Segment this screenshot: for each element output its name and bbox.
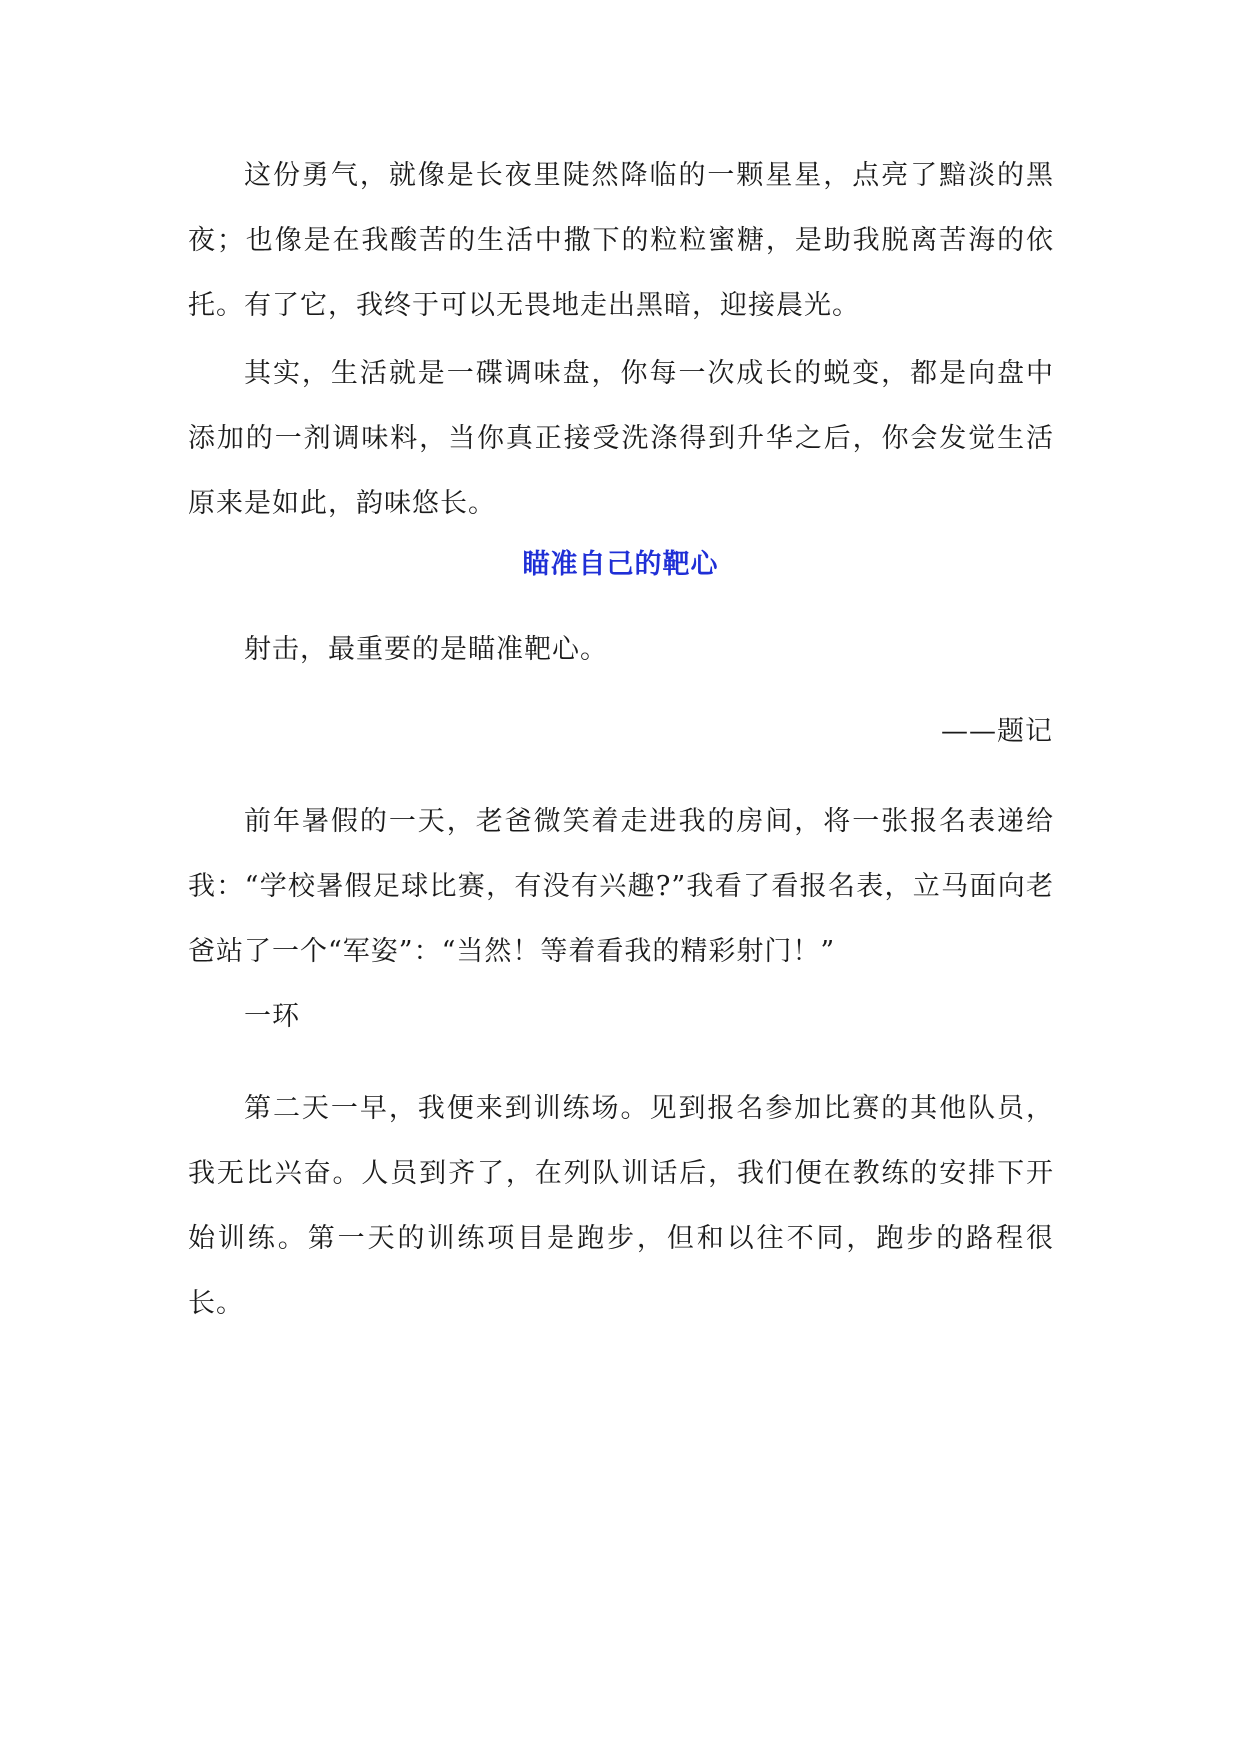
paragraph-intro: 前年暑假的一天，老爸微笑着走进我的房间，将一张报名表递给我：“学校暑假足球比赛，有没有兴趣?”我看了看报名表，立马面向老爸站了一个“军姿”：“当然！等着看我的精彩射门！” — [188, 806, 1054, 967]
section-heading: 一环 — [244, 1001, 300, 1032]
paragraph-training: 第二天一早，我便来到训练场。见到报名参加比赛的其他队员，我无比兴奋。人员到齐了，在列队训话后，我们便在教练的安排下开始训练。第一天的训练项目是跑步，但和以往不同，跑步的路程很长。 — [188, 1093, 1054, 1319]
article-title: 瞄准自己的靶心 — [522, 549, 719, 580]
paragraph-life-palette: 其实，生活就是一碟调味盘，你每一次成长的蜕变，都是向盘中添加的一剂调味料，当你真正接受洗涤得到升华之后，你会发觉生活原来是如此，韵味悠长。 — [188, 358, 1054, 519]
paragraph-courage: 这份勇气，就像是长夜里陡然降临的一颗星星，点亮了黯淡的黑夜；也像是在我酸苦的生活中撒下的粒粒蜜糖，是助我脱离苦海的依托。有了它，我终于可以无畏地走出黑暗，迎接晨光。 — [188, 160, 1054, 321]
epigraph-attribution: ——题记 — [941, 716, 1053, 747]
epigraph: 射击，最重要的是瞄准靶心。 — [244, 634, 608, 665]
